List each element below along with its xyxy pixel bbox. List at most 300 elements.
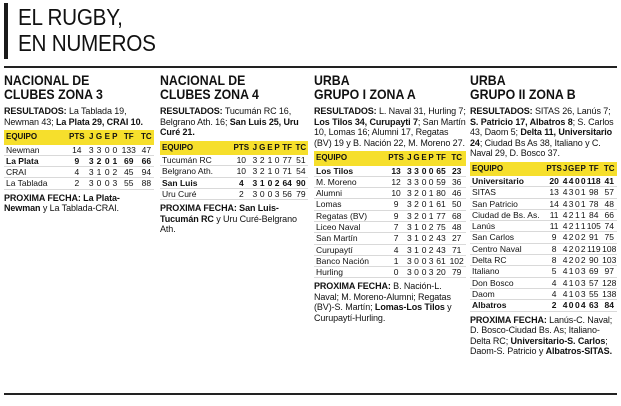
next-fixtures-paragraph <box>160 203 308 235</box>
next-fixtures-text: y La Tablada-CRAI. <box>40 203 119 214</box>
cell-p: 2 <box>428 221 434 232</box>
cell-tf: 90 <box>586 255 601 266</box>
cell-e: 0 <box>421 244 427 255</box>
cell-team: Los Tilos <box>314 166 386 177</box>
cell-pts: 4 <box>546 277 563 288</box>
cell-tf: 45 <box>119 167 139 178</box>
cell-j: 3 <box>252 188 258 199</box>
results-label: RESULTADOS: <box>160 106 223 116</box>
cell-p: 3 <box>112 178 118 189</box>
cell-team: Delta RC <box>470 255 546 266</box>
cell-g: 0 <box>568 300 574 311</box>
section-heading-line1: NACIONAL DE <box>4 72 90 88</box>
col-j: J <box>407 153 412 162</box>
cell-e: 0 <box>104 178 110 189</box>
cell-pts: 13 <box>546 187 563 198</box>
cell-team: San Martín <box>314 233 386 244</box>
cell-j: 4 <box>562 209 568 220</box>
cell-e: 0 <box>104 167 110 178</box>
cell-tc: 36 <box>447 176 466 187</box>
col-tc: TC <box>603 163 615 173</box>
cell-tf: 20 <box>436 267 446 278</box>
table-row <box>470 288 617 299</box>
table-row <box>470 187 617 198</box>
cell-g: 1 <box>95 167 104 178</box>
cell-team: Daom <box>470 288 546 299</box>
cell-j: 4 <box>562 266 568 277</box>
cell-j: 4 <box>562 243 568 254</box>
section-heading-line1: NACIONAL DE <box>160 72 246 88</box>
cell-pts: 9 <box>386 210 406 221</box>
col-tf: TF <box>436 153 446 162</box>
cell-tc: 66 <box>602 209 618 220</box>
cell-team: Albatros <box>470 300 546 311</box>
cell-tc: 27 <box>447 233 466 244</box>
next-fixtures-highlight: Lomas-Los Tilos <box>374 302 445 313</box>
cell-e: 0 <box>104 155 110 166</box>
col-tf: TF <box>588 163 599 173</box>
cell-tf: 64 <box>282 177 292 188</box>
cell-team: Italiano <box>470 266 546 277</box>
cell-j: 4 <box>562 198 568 209</box>
cell-g: 1 <box>568 288 574 299</box>
cell-tf: 98 <box>586 187 601 198</box>
next-fixtures-text: y Uru Curé-Belgrano Ath. <box>160 213 297 235</box>
cell-p: 0 <box>112 144 118 155</box>
cell-j: 4 <box>562 187 568 198</box>
cell-tf: 80 <box>436 188 446 199</box>
table-row <box>470 266 617 277</box>
cell-e: 0 <box>421 221 427 232</box>
table-row <box>470 198 617 209</box>
cell-team: Hurling <box>314 267 386 278</box>
cell-tc: 128 <box>602 277 617 288</box>
cell-tf: 77 <box>282 155 292 165</box>
cell-tc: 74 <box>602 221 618 232</box>
cell-g: 0 <box>259 188 265 199</box>
cell-team: San Patricio <box>470 198 546 209</box>
cell-j: 3 <box>88 155 94 166</box>
cell-p: 3 <box>580 266 586 277</box>
cell-pts: 4 <box>546 288 563 299</box>
section-heading <box>470 73 599 101</box>
cell-tf: 56 <box>282 188 292 199</box>
cell-pts: 11 <box>546 221 563 232</box>
col-e: E <box>421 153 427 162</box>
cell-g: 3 <box>414 176 419 187</box>
table-row <box>314 166 466 177</box>
cell-e: 0 <box>421 210 427 221</box>
table-body <box>314 166 466 278</box>
next-fixtures-label: PROXIMA FECHA: <box>160 203 237 214</box>
cell-p: 3 <box>428 255 434 266</box>
cell-e: 1 <box>575 209 580 220</box>
cell-p: 2 <box>580 243 586 254</box>
col-g: G <box>413 153 420 162</box>
cell-e: 0 <box>575 243 580 254</box>
col-j: J <box>88 132 94 141</box>
cell-tf: 77 <box>436 210 446 221</box>
cell-g: 0 <box>414 255 419 266</box>
cell-team: Ciudad de Bs. As. <box>470 209 546 220</box>
results-text: L. Naval 31, Hurling 7; <box>376 106 466 116</box>
cell-tf: 43 <box>436 244 446 255</box>
cell-tc: 57 <box>602 187 618 198</box>
table-row <box>4 145 154 156</box>
cell-g: 4 <box>568 176 574 186</box>
cell-g: 2 <box>568 232 574 243</box>
results-label: RESULTADOS: <box>314 106 377 116</box>
standings-table <box>314 151 466 278</box>
cell-tc: 84 <box>602 300 618 311</box>
cell-tc: 54 <box>294 166 308 177</box>
cell-j: 3 <box>406 244 412 255</box>
cell-p: 3 <box>580 288 586 299</box>
cell-tf: 55 <box>586 288 601 299</box>
table-row <box>470 209 617 220</box>
cell-g: 3 <box>414 165 419 176</box>
next-fixtures-highlight: San Luis-Tucumán RC <box>160 203 279 224</box>
cell-j: 4 <box>562 232 568 243</box>
cell-e: 0 <box>575 300 580 311</box>
cell-p: 1 <box>428 199 434 210</box>
cell-tf: 57 <box>586 277 601 288</box>
cell-pts: 10 <box>231 166 252 177</box>
cell-pts: 20 <box>546 176 563 187</box>
table-row <box>470 221 617 232</box>
table-row <box>314 176 466 187</box>
cell-p: 1 <box>428 188 434 199</box>
cell-pts: 9 <box>546 232 563 243</box>
results-highlight: San Luis 25, Uru Curé 21. <box>160 116 299 137</box>
next-fixtures-label: PROXIMA FECHA: <box>4 192 81 203</box>
next-fixtures-highlight: Universitario-S. Carlos <box>510 335 606 346</box>
cell-p: 1 <box>580 221 586 232</box>
section-heading-line2: CLUBES ZONA 4 <box>160 86 259 102</box>
table-header <box>4 130 154 145</box>
table-row <box>160 177 308 188</box>
cell-tc: 41 <box>602 176 618 187</box>
table-row <box>470 277 617 288</box>
next-fixtures-text: B. Nación-L. Naval; M. Moreno-Alumni; Regatas (BV)-S. Martín; <box>314 281 451 313</box>
cell-pts: 2 <box>66 178 88 189</box>
cell-team: Regatas (BV) <box>314 210 386 221</box>
cell-tc: 75 <box>602 232 618 243</box>
cell-g: 2 <box>259 155 265 165</box>
next-fixtures-paragraph <box>314 281 466 323</box>
cell-pts: 9 <box>386 199 406 210</box>
cell-p: 1 <box>580 187 586 198</box>
cell-pts: 2 <box>231 188 252 199</box>
col-team: EQUIPO <box>316 153 348 162</box>
cell-tf: 61 <box>436 199 446 210</box>
cell-j: 3 <box>88 167 94 178</box>
cell-tf: 59 <box>436 176 446 187</box>
cell-e: 0 <box>575 266 580 277</box>
next-fixtures-text-2: ; Daom-S. Patricio y <box>470 335 608 357</box>
cell-pts: 8 <box>546 255 563 266</box>
table-row <box>314 255 466 266</box>
cell-tc: 88 <box>139 178 154 189</box>
cell-tc: 102 <box>447 255 466 266</box>
cell-tf: 65 <box>436 165 446 176</box>
col-e: E <box>267 142 273 152</box>
table-row <box>4 178 154 189</box>
cell-tf: 133 <box>119 145 139 156</box>
cell-tf: 43 <box>436 233 446 244</box>
cell-p: 0 <box>428 176 434 187</box>
cell-j: 3 <box>406 233 412 244</box>
cell-pts: 7 <box>386 233 406 244</box>
cell-e: 0 <box>421 233 427 244</box>
cell-j: 3 <box>406 188 412 199</box>
results-highlight: S. Patricio 17, Albatros 8 <box>470 116 573 127</box>
cell-tf: 63 <box>586 300 601 311</box>
cell-tf: 69 <box>586 266 601 277</box>
cell-p: 0 <box>274 155 280 165</box>
table-body <box>470 176 617 311</box>
section-heading-line1: URBA <box>314 72 350 88</box>
cell-team: Newman <box>4 145 66 156</box>
cell-p: 2 <box>580 232 586 243</box>
cell-tc: 66 <box>139 155 154 166</box>
cell-team: Banco Nación <box>314 255 386 266</box>
cell-tc: 71 <box>447 244 466 255</box>
standings-table <box>470 162 617 312</box>
cell-pts: 4 <box>386 244 406 255</box>
cell-g: 0 <box>95 178 104 189</box>
cell-e: 0 <box>575 176 580 186</box>
section-heading <box>160 73 290 101</box>
cell-g: 3 <box>95 145 104 156</box>
cell-pts: 2 <box>546 300 563 311</box>
cell-p: 4 <box>580 300 586 311</box>
cell-tf: 118 <box>586 176 601 186</box>
cell-p: 3 <box>580 277 586 288</box>
standings-table <box>160 141 308 201</box>
cell-team: Liceo Naval <box>314 221 386 232</box>
results-text-2: ; S. Carlos 43, Daom 5; <box>470 116 614 137</box>
cell-p: 2 <box>274 177 280 188</box>
col-tf: TF <box>123 132 134 141</box>
cell-j: 3 <box>252 177 258 188</box>
cell-tf: 78 <box>586 198 601 209</box>
cell-p: 1 <box>428 210 434 221</box>
cell-p: 3 <box>428 267 434 278</box>
cell-pts: 5 <box>546 266 563 277</box>
cell-p: 1 <box>580 198 586 209</box>
page-title-line2: EN NUMEROS <box>18 30 156 56</box>
cell-tc: 97 <box>602 266 618 277</box>
page-title <box>18 4 156 56</box>
table-row <box>4 155 154 166</box>
cell-e: 0 <box>421 199 427 210</box>
next-fixtures-highlight-2: Albatros-SITAS. <box>545 346 612 357</box>
cell-e: 0 <box>575 288 580 299</box>
cell-e: 0 <box>575 232 580 243</box>
cell-j: 3 <box>252 155 258 165</box>
cell-pts: 11 <box>546 209 563 220</box>
cell-tc: 50 <box>447 199 466 210</box>
table-row <box>160 155 308 166</box>
cell-team: Uru Curé <box>160 188 231 199</box>
section-heading-line2: CLUBES ZONA 3 <box>4 86 103 102</box>
cell-p: 1 <box>112 155 118 166</box>
cell-e: 0 <box>575 277 580 288</box>
cell-tf: 61 <box>436 255 446 266</box>
cell-tf: 91 <box>586 232 601 243</box>
cell-pts: 8 <box>546 243 563 254</box>
col-team: EQUIPO <box>6 132 38 141</box>
cell-tc: 51 <box>294 155 308 166</box>
table-row <box>314 244 466 255</box>
cell-tf: 69 <box>119 155 139 166</box>
table-row <box>470 255 617 266</box>
cell-tc: 46 <box>447 188 466 199</box>
section-heading-line2: GRUPO I ZONA A <box>314 86 416 102</box>
cell-e: 0 <box>104 144 110 155</box>
section-heading <box>314 73 448 101</box>
table-body <box>160 155 308 200</box>
cell-team: Tucumán RC <box>160 155 231 166</box>
cell-p: 2 <box>112 167 118 178</box>
cell-team: Lomas <box>314 199 386 210</box>
cell-j: 4 <box>562 176 568 186</box>
cell-p: 3 <box>274 188 280 199</box>
table-row <box>470 176 617 187</box>
cell-tc: 68 <box>447 210 466 221</box>
table-row <box>314 267 466 278</box>
cell-j: 3 <box>406 165 412 176</box>
cell-j: 4 <box>562 221 568 232</box>
table-row <box>160 188 308 199</box>
results-paragraph <box>314 106 466 148</box>
cell-e: 1 <box>267 155 273 165</box>
col-tc: TC <box>295 142 307 152</box>
col-p: P <box>274 142 280 152</box>
col-p: P <box>112 132 118 141</box>
next-fixtures-label: PROXIMA FECHA: <box>470 314 547 325</box>
results-label: RESULTADOS: <box>4 106 67 116</box>
col-j: J <box>562 163 568 173</box>
results-label: RESULTADOS: <box>470 106 533 116</box>
table-header <box>314 151 466 166</box>
title-accent-bar <box>4 3 8 59</box>
cell-tc: 103 <box>602 255 617 266</box>
cell-e: 0 <box>421 188 427 199</box>
cell-pts: 14 <box>546 198 563 209</box>
cell-pts: 10 <box>386 188 406 199</box>
cell-p: 1 <box>580 209 586 220</box>
cell-g: 0 <box>414 267 419 278</box>
cell-pts: 13 <box>386 166 406 177</box>
col-tc: TC <box>451 153 463 162</box>
table-row <box>470 243 617 254</box>
cell-tf: 105 <box>586 221 601 232</box>
section-urba-grupo-1-zona-a <box>314 73 466 326</box>
cell-g: 3 <box>568 198 574 209</box>
col-e: E <box>104 132 110 141</box>
cell-p: 2 <box>428 233 434 244</box>
cell-e: 0 <box>575 255 580 266</box>
cell-g: 2 <box>568 243 574 254</box>
section-heading-line2: GRUPO II ZONA B <box>470 86 576 102</box>
cell-g: 1 <box>414 233 419 244</box>
col-p: P <box>428 153 434 162</box>
cell-team: Lanús <box>470 221 546 232</box>
col-pts: PTS <box>69 132 85 141</box>
cell-j: 4 <box>562 288 568 299</box>
cell-j: 4 <box>562 277 568 288</box>
cell-p: 0 <box>274 166 280 177</box>
table-header <box>160 141 308 156</box>
table-row <box>314 210 466 221</box>
col-j: J <box>252 142 258 152</box>
cell-tc: 48 <box>447 221 466 232</box>
cell-pts: 7 <box>386 221 406 232</box>
next-fixtures-label: PROXIMA FECHA: <box>314 281 391 292</box>
cell-g: 2 <box>568 209 574 220</box>
next-fixtures-text: Lanús-C. Naval; D. Bosco-Ciudad Bs. As; Italiano-Delta RC; <box>470 314 613 346</box>
table-header <box>470 162 617 177</box>
col-e: E <box>574 163 581 173</box>
cell-team: Universitario <box>470 176 546 187</box>
section-heading-line1: URBA <box>470 72 506 88</box>
cell-e: 0 <box>267 177 273 188</box>
cell-g: 3 <box>568 187 574 198</box>
cell-g: 1 <box>568 277 574 288</box>
cell-tc: 108 <box>602 243 617 254</box>
cell-e: 0 <box>575 198 580 209</box>
table-row <box>470 232 617 243</box>
cell-team: M. Moreno <box>314 176 386 187</box>
next-fixtures-text-2: y Curupaytí-Hurling. <box>314 302 452 323</box>
cell-g: 2 <box>414 210 419 221</box>
cell-pts: 4 <box>231 177 252 188</box>
table-row <box>314 221 466 232</box>
next-fixtures-paragraph <box>4 193 154 214</box>
cell-team: SITAS <box>470 187 546 198</box>
cell-g: 1 <box>414 221 419 232</box>
cell-e: 1 <box>575 221 580 232</box>
cell-e: 0 <box>421 255 427 266</box>
cell-pts: 1 <box>386 255 406 266</box>
cell-g: 2 <box>95 155 104 166</box>
cell-j: 4 <box>562 300 568 311</box>
col-g: G <box>95 132 103 141</box>
cell-j: 3 <box>406 210 412 221</box>
bottom-divider <box>4 393 617 395</box>
cell-team: Belgrano Ath. <box>160 166 231 177</box>
cell-tc: 23 <box>447 166 466 177</box>
col-g: G <box>259 142 266 152</box>
col-g: G <box>567 163 575 173</box>
cell-j: 3 <box>88 144 94 155</box>
cell-tf: 84 <box>586 209 601 220</box>
col-team: EQUIPO <box>472 163 504 173</box>
results-highlight: Los Tilos 34, Curupayti 7 <box>314 116 418 127</box>
cell-e: 0 <box>421 165 427 176</box>
standings-table <box>4 130 154 190</box>
cell-j: 3 <box>406 176 412 187</box>
results-highlight: La Plata 29, CRAI 10. <box>55 116 143 127</box>
cell-g: 1 <box>259 177 265 188</box>
cell-tc: 79 <box>294 188 308 199</box>
cell-pts: 4 <box>66 167 88 178</box>
cell-tf: 55 <box>119 178 139 189</box>
cell-pts: 9 <box>66 155 88 166</box>
table-body <box>4 145 154 190</box>
